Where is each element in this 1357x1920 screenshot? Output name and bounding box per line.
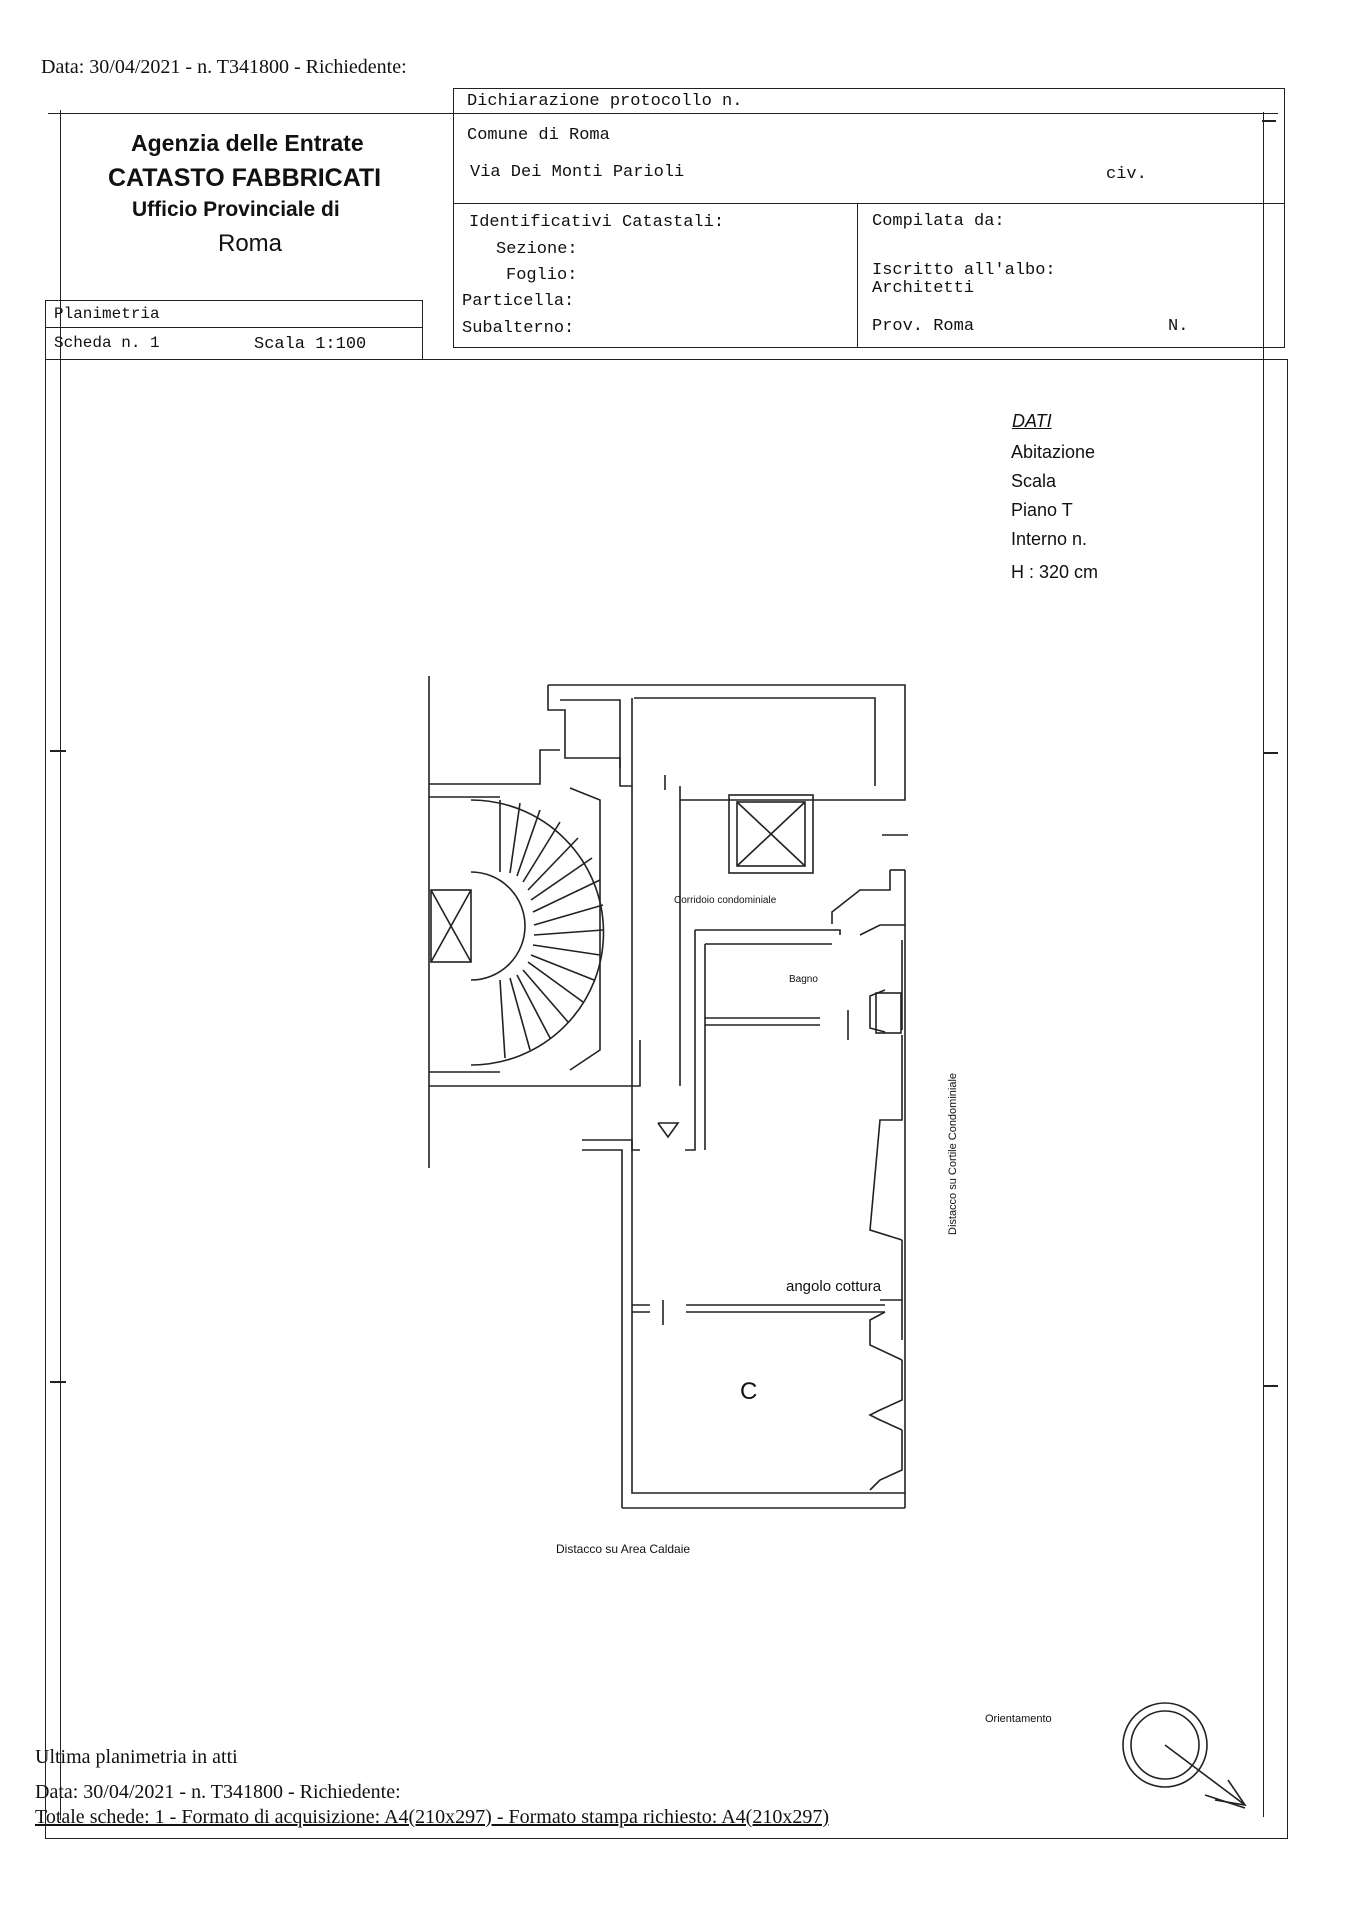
label-angolo-cottura: angolo cottura: [786, 1278, 882, 1295]
via-label: Via Dei Monti Parioli: [470, 163, 685, 182]
stair-outer-curve: [471, 800, 604, 1065]
room-left-wall: [582, 1150, 622, 1508]
label-bagno: Bagno: [789, 974, 818, 985]
label-corridoio: Corridoio condominiale: [674, 895, 777, 906]
label-room-c: C: [740, 1378, 758, 1405]
foglio-label: Foglio:: [506, 266, 578, 285]
dati-interno: Interno n.: [1011, 529, 1088, 549]
footer-totale: Totale schede: 1 - Formato di acquisizione: A4(210x297) - Formato stampa richiesto: A4(210x297): [35, 1806, 829, 1828]
planimetria-title: Planimetria: [54, 305, 160, 323]
numero-label: N.: [1168, 317, 1189, 336]
civ-label: civ.: [1106, 165, 1147, 184]
footer-ultima: Ultima planimetria in atti: [35, 1746, 238, 1768]
sezione-label: Sezione:: [496, 240, 578, 259]
agency-office: Ufficio Provinciale di: [132, 198, 340, 221]
iscritto-label: Iscritto all'albo:: [872, 261, 1056, 280]
footer-data: Data: 30/04/2021 - n. T341800 - Richiedente:: [35, 1781, 401, 1803]
scheda-label: Scheda n. 1: [54, 334, 160, 352]
dichiarazione-label: Dichiarazione protocollo n.: [467, 92, 743, 111]
stair-top-wall: [429, 750, 560, 784]
bagno-top-wall: [695, 930, 840, 935]
agency-catasto: CATASTO FABBRICATI: [108, 164, 382, 192]
scala-label: Scala 1:100: [254, 335, 367, 354]
dati-title: DATI: [1012, 411, 1052, 431]
label-orientamento: Orientamento: [985, 1713, 1052, 1725]
comune-label: Comune di Roma: [467, 126, 610, 145]
dati-piano: Piano T: [1011, 500, 1073, 520]
dati-altezza: H : 320 cm: [1011, 562, 1099, 582]
room-bottom-inner-wall: [632, 1150, 905, 1493]
dati-scala: Scala: [1011, 471, 1057, 491]
stair-bottom-wall: [429, 1040, 640, 1086]
compilata-label: Compilata da:: [872, 212, 1005, 231]
header-request-line: Data: 30/04/2021 - n. T341800 - Richiedente:: [41, 56, 407, 78]
stair-inner-curve: [471, 872, 525, 980]
subalterno-label: Subalterno:: [462, 319, 575, 338]
north-arrow-icon: [1140, 1720, 1141, 1721]
orientation-compass: [1123, 1703, 1245, 1808]
albo-value: Architetti: [872, 279, 975, 298]
particella-label: Particella:: [462, 292, 575, 311]
agency-city: Roma: [218, 230, 283, 257]
label-distacco-area: Distacco su Area Caldaie: [556, 1542, 691, 1556]
label-distacco-cortile: Distacco su Cortile Condominiale: [947, 1072, 959, 1235]
dati-abitazione: Abitazione: [1011, 442, 1096, 462]
prov-label: Prov. Roma: [872, 317, 975, 336]
identificativi-title: Identificativi Catastali:: [469, 213, 725, 232]
agency-name: Agenzia delle Entrate: [131, 130, 364, 156]
